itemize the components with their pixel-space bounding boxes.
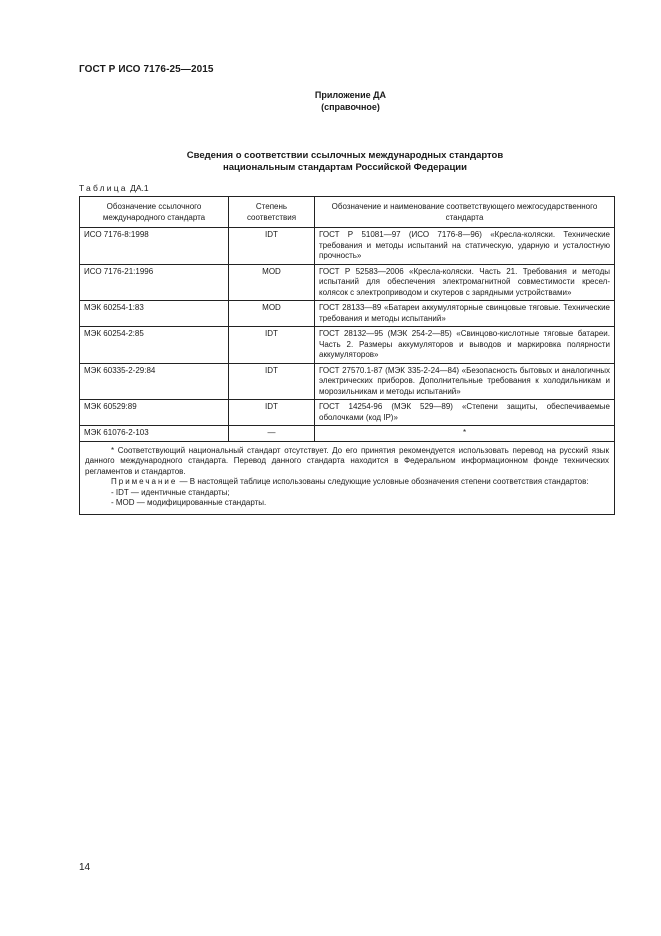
section-title	[100, 150, 590, 174]
degree-cell: IDT	[229, 327, 315, 364]
degree-cell: MOD	[229, 264, 315, 301]
section-title-line-1: Сведения о соответствии ссылочных международных стандартов	[186, 150, 504, 161]
note-text: — В настоящей таблице использованы следующие условные обозначения степени соответствия стандартов:	[179, 477, 589, 486]
table-notes	[80, 441, 615, 514]
national-standard-cell: ГОСТ 28132—95 (МЭК 254-2—85) «Свинцово-кислотные тяговые батареи. Часть 2. Размеры аккумуляторов и выводов и маркировка полярности аккумуляторов»	[315, 327, 615, 364]
national-standard-cell: *	[315, 426, 615, 442]
table-caption	[79, 183, 149, 193]
appendix-title: Приложение ДА	[314, 90, 387, 100]
table-row	[80, 426, 615, 442]
column-header-degree: Степень соответствия	[229, 197, 315, 228]
degree-cell: IDT	[229, 228, 315, 265]
reference-standard-cell: МЭК 60529:89	[80, 400, 229, 426]
page-number: 14	[79, 862, 91, 873]
table-row	[80, 400, 615, 426]
note-item-mod: - MOD — модифицированные стандарты.	[111, 498, 267, 507]
column-header-national-standard: Обозначение и наименование соответствующего межгосударственного стандарта	[315, 197, 615, 228]
reference-standard-cell: МЭК 60254-2:85	[80, 327, 229, 364]
note-item-idt: - IDT — идентичные стандарты;	[111, 487, 230, 497]
reference-standard-cell: МЭК 60335-2-29:84	[80, 363, 229, 400]
table-row	[80, 264, 615, 301]
table-caption-id: ДА.1	[130, 183, 149, 193]
table-header-row	[80, 197, 615, 228]
reference-standard-cell: ИСО 7176-8:1998	[80, 228, 229, 265]
national-standard-cell: ГОСТ 27570.1-87 (МЭК 335-2-24—84) «Безопасность бытовых и аналогичных электрических приборов. Дополнительные требования к холодильникам и морозильникам и методы испытаний»	[315, 363, 615, 400]
appendix-subtitle: (справочное)	[321, 102, 380, 112]
reference-standard-cell: ИСО 7176-21:1996	[80, 264, 229, 301]
table-notes-row	[80, 441, 615, 514]
national-standard-cell: ГОСТ 28133—89 «Батареи аккумуляторные свинцовые тяговые. Технические требования и методы испытаний»	[315, 301, 615, 327]
reference-standard-cell: МЭК 60254-1:83	[80, 301, 229, 327]
note	[85, 477, 609, 488]
table-row	[80, 228, 615, 265]
national-standard-cell: ГОСТ 14254-96 (МЭК 529—89) «Степени защиты, обеспечиваемые оболочками (код IP)»	[315, 400, 615, 426]
note-label: Примечание	[111, 477, 178, 486]
appendix-heading	[40, 89, 661, 113]
footnote: * Соответствующий национальный стандарт отсутствует. До его принятия рекомендуется использовать перевод на русский язык данного международного стандарта. Перевод данного стандарта находится в Федеральном информационном фонде технических регламентов и стандартов.	[85, 445, 609, 476]
table-row	[80, 327, 615, 364]
column-header-reference: Обозначение ссылочного международного стандарта	[80, 197, 229, 228]
degree-cell: IDT	[229, 363, 315, 400]
national-standard-cell: ГОСТ Р 51081—97 (ИСО 7176-8—96) «Кресла-коляски. Технические требования и методы испытаний на статическую, ударную и усталостную прочность»	[315, 228, 615, 265]
section-title-line-2: национальным стандартам Российской Федерации	[222, 162, 467, 173]
national-standard-cell: ГОСТ Р 52583—2006 «Кресла-коляски. Часть 21. Требования и методы испытаний для обеспечения электромагнитной совместимости кресел-колясок с электроприводом и скутеров с зарядными устройствами»	[315, 264, 615, 301]
degree-cell: IDT	[229, 400, 315, 426]
reference-standard-cell: МЭК 61076-2-103	[80, 426, 229, 442]
table-row	[80, 301, 615, 327]
correspondence-table	[79, 196, 615, 515]
table-caption-word: Таблица	[79, 183, 128, 193]
document-code-header: ГОСТ Р ИСО 7176-25—2015	[79, 64, 214, 75]
degree-cell: MOD	[229, 301, 315, 327]
table-row	[80, 363, 615, 400]
degree-cell: —	[229, 426, 315, 442]
